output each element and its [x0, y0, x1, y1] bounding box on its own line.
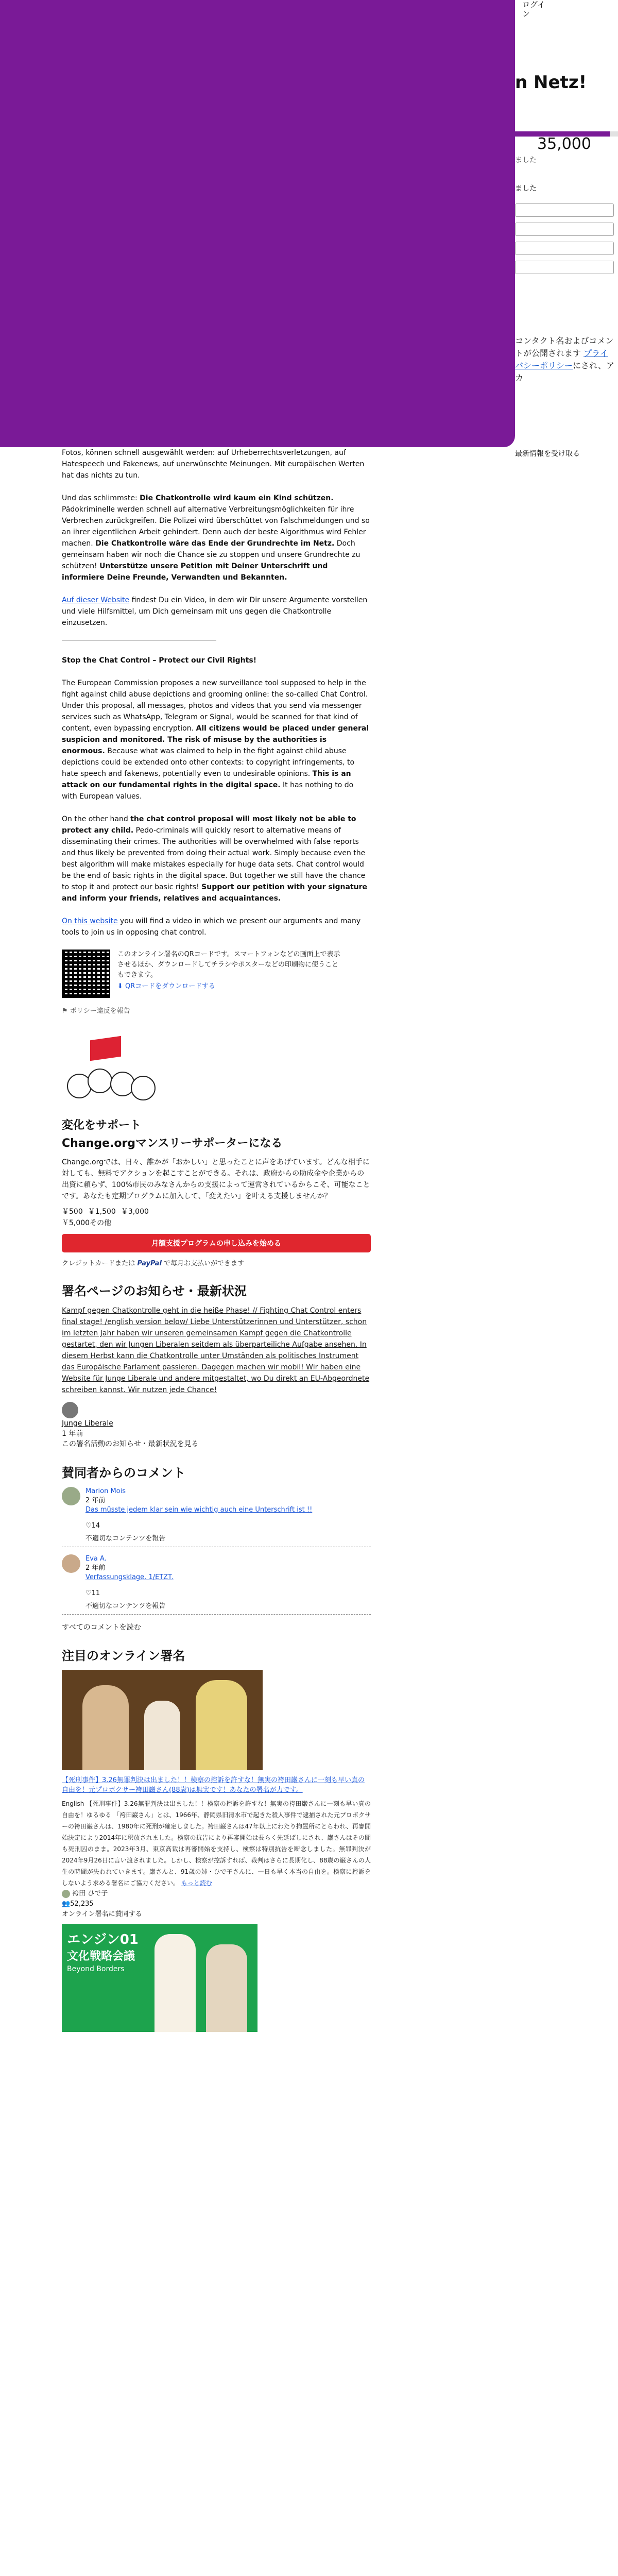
amount-options	[62, 1206, 371, 1216]
amount-option[interactable]: ￥500	[62, 1208, 83, 1216]
qr-download-link[interactable]: ⬇ QRコードをダウンロードする	[117, 982, 215, 990]
qr-description: このオンライン署名のQRコードです。スマートフォンなどの画面上で表示させるほか、ダウンロードしてチラシやポスターなどの印刷物に使うこともできます。	[117, 951, 340, 979]
card2-sub2: Beyond Borders	[67, 1965, 125, 1973]
read-more-link[interactable]: もっと読む	[181, 1879, 212, 1887]
comment-text[interactable]: Das müsste jedem klar sein wie wichtig auch eine Unterschrift ist !!	[85, 1506, 313, 1514]
updates-heading: 署名ページのお知らせ・最新状況	[62, 1284, 247, 1298]
supporter-subtitle: Change.orgマンスリーサポーターになる	[62, 1137, 283, 1150]
website-link-de[interactable]: Auf dieser Website	[62, 596, 130, 604]
comment-item	[62, 1554, 371, 1582]
last-name-input[interactable]	[515, 223, 614, 236]
comment-time: 2 年前	[85, 1564, 106, 1572]
supporter-title: 変化をサポート	[62, 1119, 142, 1132]
email-input[interactable]	[515, 242, 614, 255]
para-en-3: On this website you will find a video in which we present our arguments and many tools to join us in opposing chat control.	[62, 917, 361, 937]
flag-icon: ⚑	[62, 1007, 68, 1015]
petition-title-fragment: n Netz!	[515, 72, 587, 93]
comment-divider	[62, 1614, 371, 1615]
update-date: 1 年前	[62, 1430, 83, 1438]
featured-heading: 注目のオンライン署名	[62, 1649, 185, 1663]
privacy-link[interactable]: プライバシーポリシー	[515, 348, 608, 370]
signed-text: ました	[515, 184, 537, 193]
author-avatar	[62, 1890, 70, 1898]
commenter-avatar	[62, 1487, 80, 1505]
featured-author: 袴田 ひで子	[62, 1889, 371, 1899]
featured-sign-link[interactable]: オンライン署名に賛同する	[62, 1910, 142, 1918]
featured-petition-image[interactable]	[62, 1670, 263, 1770]
commenter-name[interactable]: Eva A.	[85, 1555, 107, 1563]
people-graphic	[67, 1066, 160, 1103]
login-link[interactable]: ログイ ン	[522, 0, 545, 19]
paypal-logo: PayPal	[137, 1260, 162, 1267]
signature-goal-text: ました	[515, 156, 537, 164]
signature-panel	[515, 0, 618, 505]
report-comment-link[interactable]: 不適切なコンテンツを報告	[85, 1602, 166, 1610]
update-link[interactable]: Kampf gegen Chatkontrolle geht in die heiße Phase! // Fighting Chat Control enters final stage! /english version below/ Liebe Unterstützerinnen und Unterstützer, schon im letzten Jahr haben wir unseren gemeinsamen Kampf gegen die Chatkontrolle gestartet, den wir Jungen Liberalen seitdem als überparteiliche Aufgabe ansehen. In diesem Herbst kann die Chatkontrolle unter Umständen als politisches Instrument das Europäische Parlament passieren. Dagegen machen wir mobil! Wir haben eine Website für Junge Liberale und andere mitgestaltet, wo Du direkt an EU-Abgeordnete schreiben kannst. Wir nutzen jede Chance!	[62, 1307, 370, 1394]
amount-other[interactable]: ￥5,000その他	[62, 1219, 112, 1227]
main-content	[62, 447, 371, 2032]
para-en-1: The European Commission proposes a new surveillance tool supposed to help in the fight against child abuse depictions and grooming online: the so-called Chat Control. Under this proposal, all messages, photos and videos that you send via messenger services such as WhatsApp, Telegram or Signal, would be scanned for that kind of content, even bypassing encryption. All citizens would be placed under general suspicion and monitored. The risk of misuse by the authorities is enormous. Because what was claimed to help in the fight against child abuse depictions could be extended onto other contexts: to copyright infringements, to hate speech and fakenews, potentially even to undesirable opinions. This is an attack on our fundamental rights in the digital space. It has nothing to do with European values.	[62, 679, 369, 801]
report-comment-link[interactable]: 不適切なコンテンツを報告	[85, 1535, 166, 1543]
heart-icon: ♡	[85, 1589, 92, 1597]
comment-item	[62, 1487, 371, 1515]
heart-icon: ♡	[85, 1522, 92, 1530]
privacy-note: コンタクト名およびコメントが公開されます プライバシーポリシーにされ、アカ	[515, 336, 614, 383]
card2-heading: エンジン01	[67, 1932, 139, 1947]
featured-petition-title[interactable]: 【死刑事件】3.26無罪判決は出ました！！検察の控訴を許すな！無実の袴田巌さんに一刻も早い真の自由を！元プロボクサー袴田巌さん(88歳)は無実です！あなたの署名が力です。	[62, 1776, 365, 1794]
second-petition-image[interactable]	[62, 1924, 258, 2032]
website-link-en[interactable]: On this website	[62, 917, 118, 925]
comment-time: 2 年前	[85, 1497, 106, 1504]
supporter-text: Change.orgでは、日々、誰かが「おかしい」と思ったことに声をあげています。どんな相手に対しても、無料でアクションを起こすことができる。それは、政府からの助成金や企業からの出資に頼らず、100%市民のみなさんからの支援によって運営されているからこそ、可能なことです。あなたも定期プログラムに加入して、「変えたい」を叶える支援しませんか？	[62, 1158, 370, 1200]
update-author[interactable]: Junge Liberale	[62, 1419, 113, 1428]
comment-text[interactable]: Verfassungsklage. 1/ETZT.	[85, 1573, 174, 1581]
en-heading: Stop the Chat Control – Protect our Civil Rights!	[62, 656, 257, 665]
show-all-comments-link[interactable]: すべてのコメントを読む	[62, 1623, 141, 1632]
updates-follow-link[interactable]: この署名活動のお知らせ・最新状況を見る	[62, 1440, 199, 1448]
amount-option[interactable]: ￥1,500	[88, 1208, 116, 1216]
payment-note: クレジットカードまたは PayPal で毎月お支払いができます	[62, 1260, 245, 1267]
amount-option[interactable]: ￥3,000	[121, 1208, 149, 1216]
like-button[interactable]: ♡11	[85, 1589, 100, 1597]
supporter-illustration	[62, 1036, 165, 1110]
commenter-name[interactable]: Marion Mois	[85, 1487, 126, 1495]
comments-heading: 賛同者からのコメント	[62, 1466, 185, 1480]
para-en-2: On the other hand the chat control proposal will most likely not be able to protect any child. Pedo-criminals will quickly resort to alternative means of disseminating their crimes. The authorities will be overwhelmed with false reports and thus likely be prevented from doing their actual work. Simply because even the best algorithm will make mistakes especially for huge data sets. Chat control would be the end of basic rights in the digital space. But together we still have the chance to stop it and protect our basic rights! Support our petition with your signature and inform your friends, relatives and acquaintances.	[62, 815, 368, 903]
qr-section	[62, 950, 371, 998]
author-avatar	[62, 1402, 78, 1418]
first-name-input[interactable]	[515, 204, 614, 217]
qr-code-image	[62, 950, 110, 998]
signature-count: 35,000	[537, 135, 591, 153]
city-input[interactable]	[515, 261, 614, 274]
flag-graphic	[90, 1036, 121, 1061]
report-policy-link[interactable]: ⚑ ポリシー違反を報告	[62, 1007, 130, 1015]
donate-button[interactable]: 月額支援プログラムの申し込みを始める	[62, 1234, 371, 1252]
para-de-2: Und das schlimmste: Die Chatkontrolle wird kaum ein Kind schützen. Pädokriminelle werden schnell auf alternative Verbreitungsmöglichkeiten für ihre Verbrechen zurückgreifen. Die Polizei wird überschüttet von Falschmeldungen und so an ihrer eigentlichen Arbeit gehindert. Denn auch der beste Algorithmus wird Fehler machen. Die Chatkontrolle wäre das Ende der Grundrechte im Netz. Doch gemeinsam haben wir noch die Chance sie zu stoppen und unsere Grundrechte zu schützen! Unterstütze unsere Petition mit Deiner Unterschrift und informiere Deine Freunde, Verwandten und Bekannten.	[62, 494, 370, 582]
card2-subheading: 文化戦略会議	[67, 1950, 135, 1963]
para-de-3: Auf dieser Website findest Du ein Video, in dem wir Dir unsere Argumente vorstellen und viele Hilfsmittel, um Dich gemeinsam mit uns gegen die Chatkontrolle einzusetzen.	[62, 596, 368, 627]
newsletter-checkbox-row[interactable]: 最新情報を受け取る	[515, 450, 580, 458]
purple-overlay-panel	[0, 0, 515, 447]
featured-count: 👥52,235	[62, 1900, 94, 1908]
commenter-avatar	[62, 1554, 80, 1573]
like-button[interactable]: ♡14	[85, 1522, 100, 1530]
featured-petition-body: English 【死刑事件】3.26無罪判決は出ました！！検察の控訴を許すな！無実の袴田巌さんに一刻も早い真の自由を！ゆるゆる 「袴田巌さん」とは、1966年、静岡県旧清水市で起きた殺人事件で逮捕された元プロボクサーの袴田巌さんは、1980年に死刑が確定しました。袴田巌さんは47年以上にわたり拘置所にとらわれ、再審開始決定により2014年に釈放されました。検察の抗告により再審開始は長らく先延ばしにされ、巌さんはその間も死刑囚のまま。2023年3月、東京高裁は再審開始を支持し、検察は特別抗告を断念しました。無罪判決が2024年9月26日に言い渡されました。しかし、検察が控訴すれば、裁判はさらに長期化し、88歳の巌さんの人生の時間が失われていきます。巌さんと、91歳の姉・ひで子さんに、一日も早く本当の自由を。検察に控訴をしないよう求める署名にご協力ください。 もっと読む	[62, 1800, 371, 1887]
para-de-1: Fotos, können schnell ausgewählt werden: auf Urheberrechtsverletzungen, auf Hatespeech und Fakenews, auf unerwünschte Meinungen. Mit europäischen Werten hat das nichts zu tun.	[62, 449, 365, 480]
people-icon: 👥	[62, 1900, 71, 1908]
